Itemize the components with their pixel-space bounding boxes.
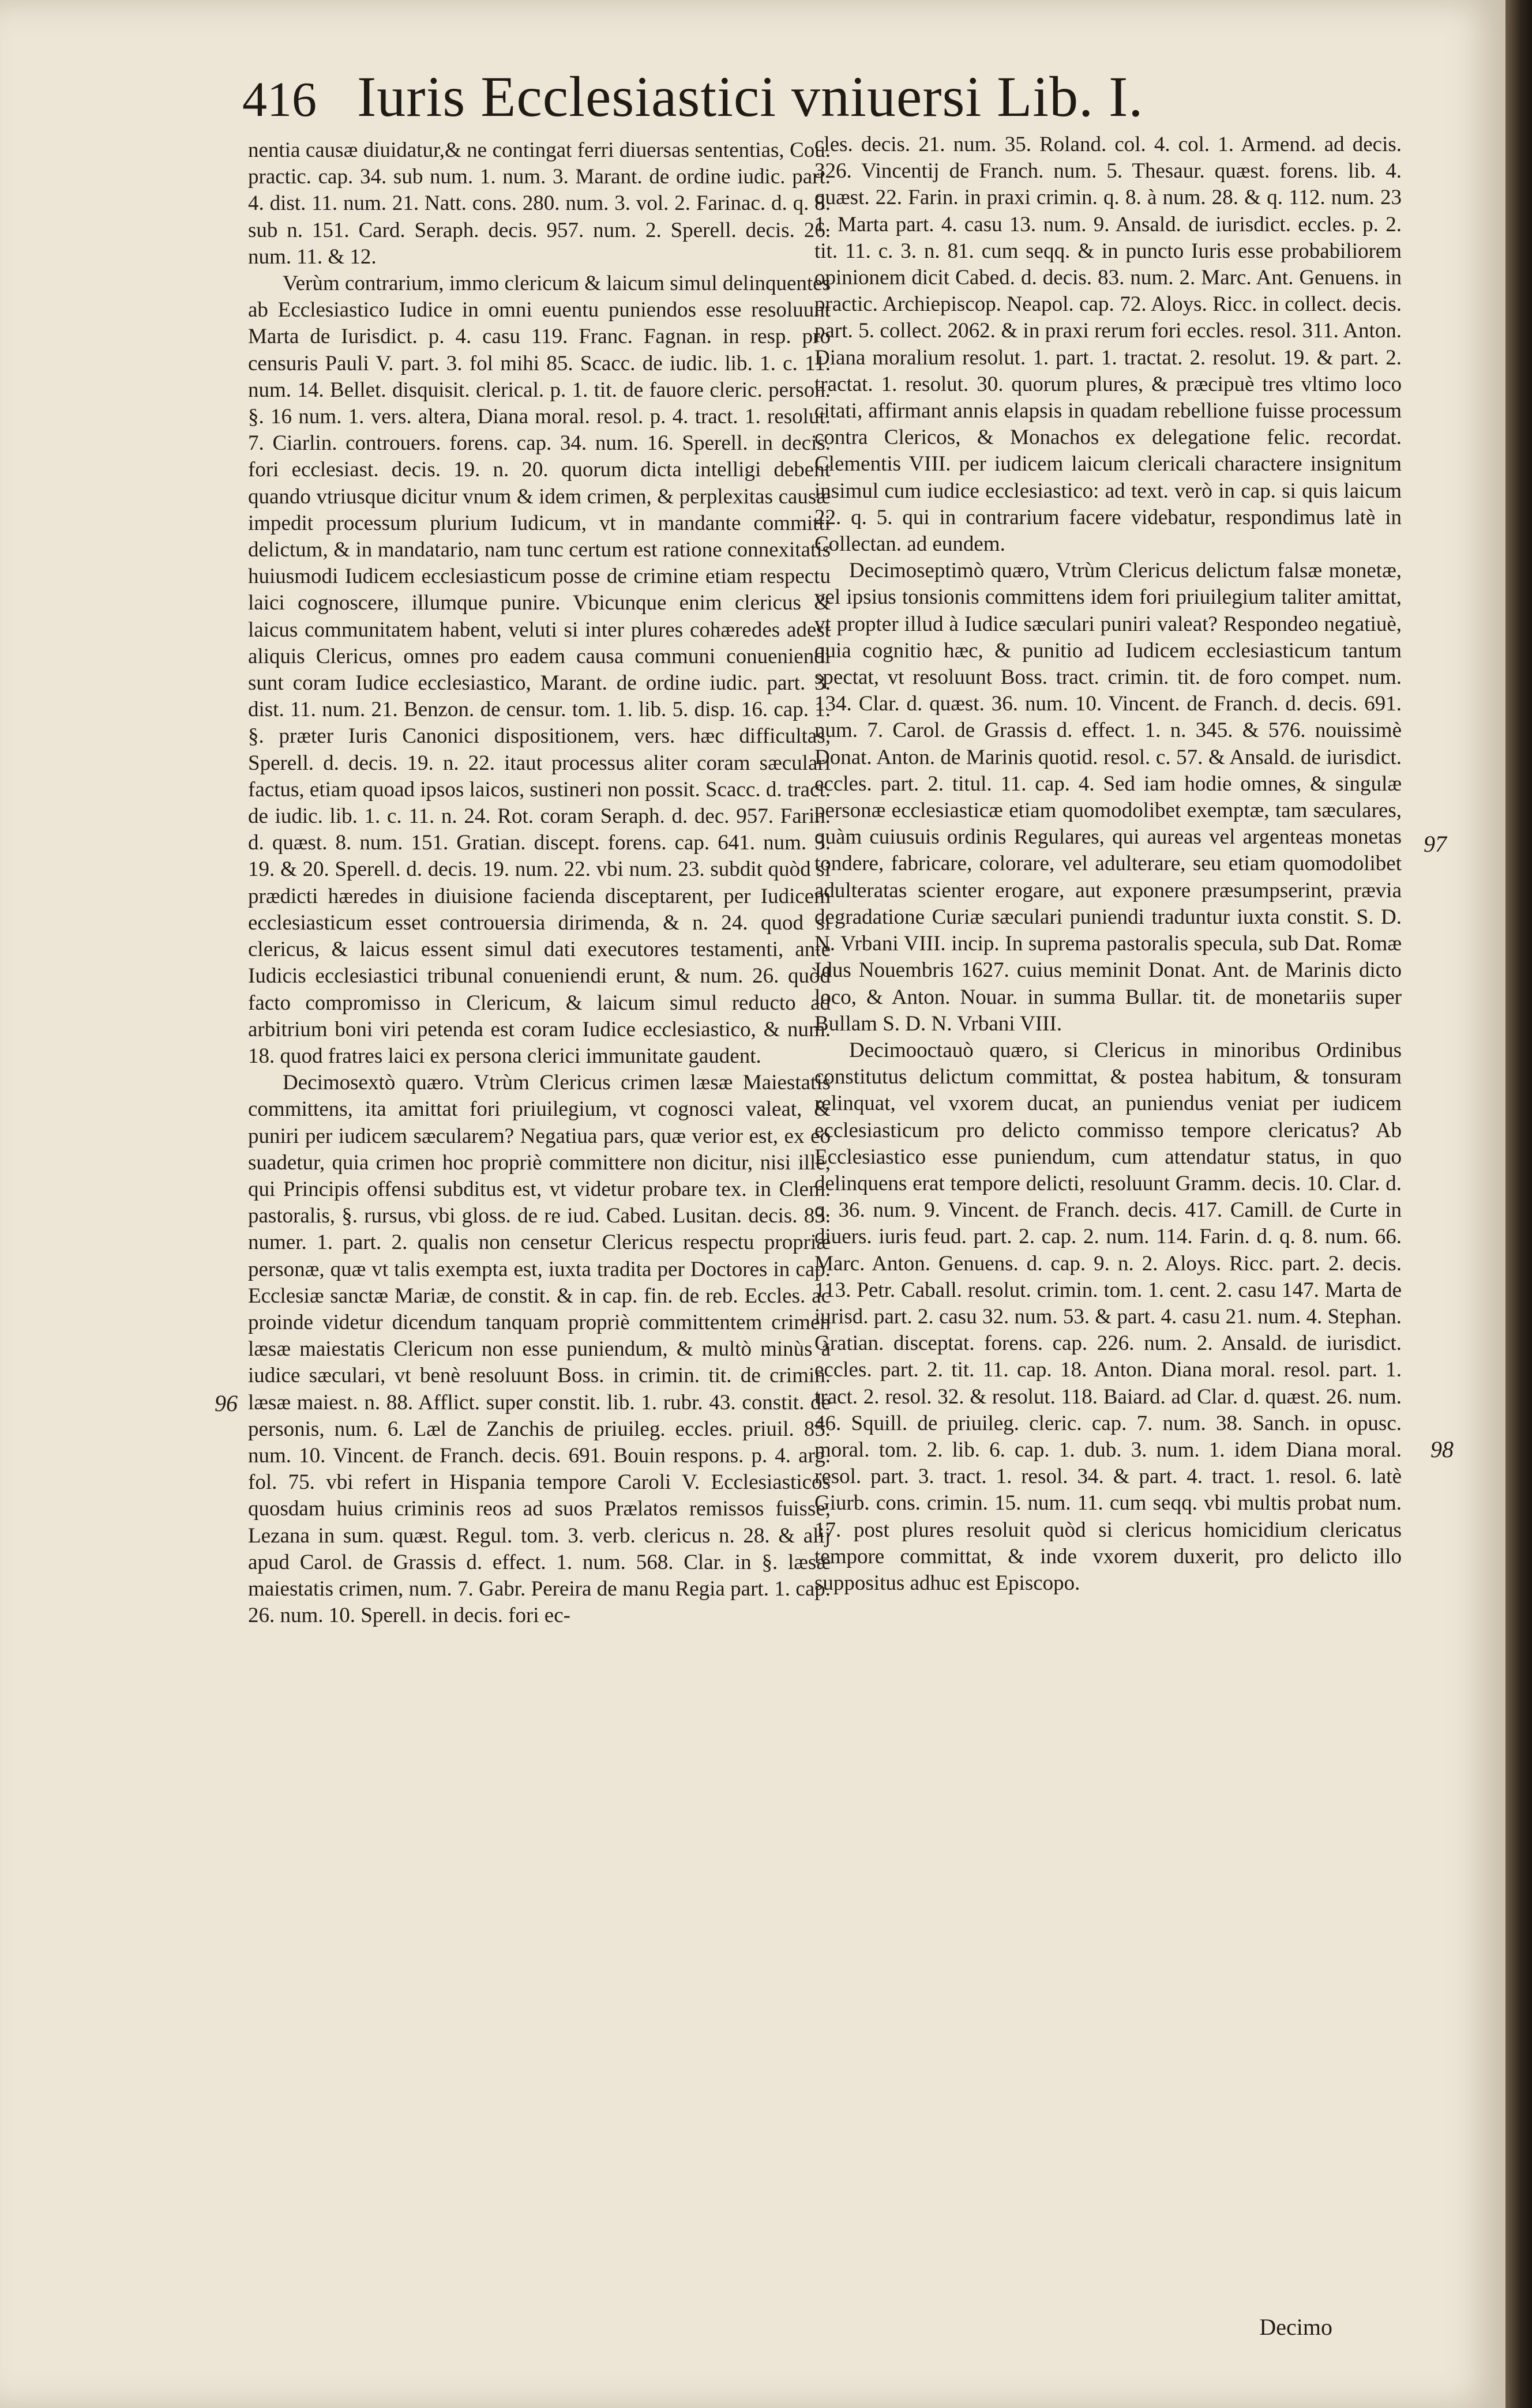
margin-number-98: 98 xyxy=(1430,1436,1454,1462)
left-paragraph-2: Verùm contrarium, immo clericum & laicum simul delinquentes ab Ecclesiastico Iudice in omni euentu puniendos esse resoluunt Marta de Iurisdict. p. 4. casu 119. Franc. Fagnan. in resp. pro censuris Pauli V. part. 3. fol mihi 85. Scacc. de iudic. lib. 1. c. 11. num. 14. Bellet. disquisit. clerical. p. 1. tit. de fauore cleric. person. §. 16 num. 1. vers. altera, Diana moral. resol. p. 4. tract. 1. resolut. 7. Ciarlin. controuers. forens. cap. 34. num. 16. Sperell. in decis. fori ecclesiast. decis. 19. n. 20. quorum dicta intelligi debent quando vtriusque dicitur vnum & idem crimen, & perplexitas causæ impedit processum plurium Iudicum, vt in mandante committi delictum, & in mandatario, nam tunc certum est ratione connexitatis huiusmodi Iudicem ecclesiasticum posse de crimine etiam respectu laici cognoscere, illumque punire. Vbicunque enim clericus & laicus communitatem habent, veluti si inter plures cohæredes adest aliquis Clericus, omnes pro eadem causa communi conueniendi sunt coram Iudice ecclesiastico, Marant. de ordine iudic. part. 3. dist. 11. num. 21. Benzon. de censur. tom. 1. lib. 5. disp. 16. cap. 1. §. præter Iuris Canonici dispositionem, vers. hæc difficultas, Sperell. d. decis. 19. n. 22. itaut processus aliter coram sæculari factus, etiam quoad ipsos laicos, sustineri non possit. Scacc. d. tract. de iudic. lib. 1. c. 11. n. 24. Rot. coram Seraph. d. dec. 957. Farin. d. quæst. 8. num. 151. Gratian. discept. forens. cap. 641. num. 3. 19. & 20. Sperell. d. decis. 19. num. 22. vbi num. 23. subdit quòd si prædicti hæredes in diuisione facienda disceptarent, per Iudicem ecclesiasticum esset controuersia dirimenda, & n. 24. quod si clericus, & laicus essent simul dati executores testamenti, ante Iudicis ecclesiastici tribunal conueniendi erunt, & num. 26. quòd facto compromisso in Clericum, & laicum simul reducto ad arbitrium boni viri petenda est coram Iudice ecclesiastico, & num. 18. quod fratres laici ex persona clerici immunitate gaudent. xyxy=(248,272,831,1068)
page-number: 416 xyxy=(242,72,317,127)
margin-number-97: 97 xyxy=(1424,831,1447,857)
left-paragraph-1: nentia causæ diuidatur,& ne contingat ferri diuersas sententias, Cou. practic. cap. 34. sub num. 1. num. 3. Marant. de ordine iudic. part. 4. dist. 11. num. 21. Natt. cons. 280. num. 3. vol. 2. Farinac. d. q. 8. sub n. 151. Card. Seraph. decis. 957. num. 2. Sperell. decis. 26. num. 11. & 12. xyxy=(248,138,831,269)
left-paragraph-3: Decimosextò quæro. Vtrùm Clericus crimen læsæ Maiestatis committens, ita amittat fori priuilegium, vt cognosci valeat, & puniri per iudicem sæcularem? Negatiua pars, quæ verior est, ex eo suadetur, quia crimen hoc propriè committere non dicitur, nisi ille, qui Principis offensi subditus est, vt videtur probare tex. in Clem. pastoralis, §. rursus, vbi gloss. de re iud. Cabed. Lusitan. decis. 83. numer. 1. part. 2. qualis non censetur Clericus respectu propriæ personæ, quæ vt talis exempta est, iuxta tradita per Doctores in cap. Ecclesiæ sanctæ Mariæ, de constit. & in cap. fin. de reb. Eccles. ac proinde videtur dicendum tanquam propriè committentem crimen læsæ maiestatis Clericum non esse puniendum, & multò minùs à iudice sæculari, vt benè resoluunt Boss. in crimin. tit. de crimin. læsæ maiest. n. 88. Afflict. super constit. lib. 1. rubr. 43. constit. de personis, num. 6. Læl de Zanchis de priuileg. eccles. priuil. 85. num. 10. Vincent. de Franch. decis. 691. Bouin respons. p. 4. arg. fol. 75. vbi refert in Hispania tempore Caroli V. Ecclesiasticos quosdam huius criminis reos ad suos Prælatos remissos fuisse, Lezana in sum. quæst. Regul. tom. 3. verb. clericus n. 28. & alij apud Carol. de Grassis d. effect. 1. num. 568. Clar. in §. læsæ maiestatis crimen, num. 7. Gabr. Pereira de manu Regia part. 1. cap. 26. num. 10. Sperell. in decis. fori ec- xyxy=(248,1071,831,1628)
right-column xyxy=(814,131,1402,1597)
margin-number-96: 96 xyxy=(215,1390,238,1416)
running-head: Iuris Ecclesiastici vniuersi Lib. I. xyxy=(357,65,1144,129)
right-paragraph-1: cles. decis. 21. num. 35. Roland. col. 4. col. 1. Armend. ad decis. 326. Vincentij de Franch. num. 5. Thesaur. quæst. forens. lib. 4. quæst. 22. Farin. in praxi crimin. q. 8. à num. 28. & q. 112. num. 23 1. Marta part. 4. casu 13. num. 9. Ansald. de iurisdict. eccles. p. 2. tit. 11. c. 3. n. 81. cum seqq. & in puncto Iuris esse probabiliorem opinionem dicit Cabed. d. decis. 83. num. 2. Marc. Ant. Genuens. in practic. Archiepiscop. Neapol. cap. 72. Aloys. Ricc. in collect. decis. part. 5. collect. 2062. & in praxi rerum fori eccles. resol. 311. Anton. Diana moralium resolut. 1. part. 1. tractat. 2. resolut. 19. & part. 2. tractat. 1. resolut. 30. quorum plures, & præcipuè tres vltimo loco citati, affirmant annis elapsis in quadam rebellione fuisse processum contra Clericos, & Monachos ex delegatione felic. recordat. Clementis VIII. per iudicem laicum clericali charactere insignitum insimul cum iudice ecclesiastico: ad text. verò in cap. si quis laicum 22. q. 5. qui in contrarium facere videbatur, respondimus latè in Collectan. ad eundem. xyxy=(814,133,1402,556)
right-paragraph-2: Decimoseptimò quæro, Vtrùm Clericus delictum falsæ monetæ, vel ipsius tonsionis committens idem fori priuilegium taliter amittat, vt propter illud à Iudice sæculari puniri valeat? Respondeo negatiuè, quia cognitio hæc, & punitio ad Iudicem ecclesiasticum tantum spectat, vt resoluunt Boss. tract. crimin. tit. de foro compet. num. 134. Clar. d. quæst. 36. num. 10. Vincent. de Franch. d. decis. 691. num. 7. Carol. de Grassis d. effect. 1. n. 345. & 576. nouissimè Donat. Anton. de Marinis quotid. resol. c. 57. & Ansald. de iurisdict. eccles. part. 2. titul. 11. cap. 4. Sed iam hodie omnes, & singulæ personæ ecclesiasticæ etiam quomodolibet exemptæ, tam sæculares, quàm cuiusuis ordinis Regulares, qui aureas vel argenteas monetas tondere, fabricare, colorare, vel adulterare, seu etiam quomodolibet adulteratas scienter erogare, aut exponere præsumpserint, prævia degradatione Curiæ sæculari puniendi traduntur iuxta constit. S. D. N. Vrbani VIII. incip. In suprema pastoralis specula, sub Dat. Romæ Idus Nouembris 1627. cuius meminit Donat. Ant. de Marinis dicto loco, & Anton. Nouar. in summa Bullar. tit. de monetariis super Bullam S. D. N. Vrbani VIII. xyxy=(814,559,1402,1036)
catchword: Decimo xyxy=(1259,2314,1332,2340)
left-column xyxy=(248,137,831,1629)
page-header xyxy=(242,63,1338,133)
book-spine xyxy=(1505,0,1532,2408)
right-paragraph-3: Decimooctauò quæro, si Clericus in minoribus Ordinibus constitutus delictum committat, & postea habitum, & tonsuram relinquat, vel vxorem ducat, an puniendus veniat per iudicem ecclesiasticum pro delicto commisso tempore clericatus? Ab Ecclesiastico esse puniendum, cum attendatur status, in quo delinquens erat tempore delicti, resoluunt Gramm. decis. 10. Clar. d. q. 36. num. 9. Vincent. de Franch. decis. 417. Camill. de Curte in diuers. iuris feud. part. 2. cap. 2. num. 114. Farin. d. q. 8. num. 66. Marc. Anton. Genuens. d. cap. 9. n. 2. Aloys. Ricc. part. 2. decis. 113. Petr. Caball. resolut. crimin. tom. 1. cent. 2. casu 147. Marta de iurisd. part. 2. casu 32. num. 53. & part. 4. casu 21. num. 4. Stephan. Gratian. disceptat. forens. cap. 226. num. 2. Ansald. de iurisdict. eccles. part. 2. tit. 11. cap. 18. Anton. Diana moral. resol. part. 1. tract. 2. resol. 32. & resolut. 118. Baiard. ad Clar. d. quæst. 26. num. 46. Squill. de priuileg. cleric. cap. 7. num. 38. Sanch. in opusc. moral. tom. 2. lib. 6. cap. 1. dub. 3. num. 1. idem Diana moral. resol. part. 3. tract. 1. resol. 34. & part. 4. tract. 1. resol. 6. latè Giurb. cons. crimin. 15. num. 11. cum seqq. vbi multis probat num. 17. post plures resoluit quòd si clericus homicidium clericatus tempore committat, & inde vxorem duxerit, pro delicto illo suppositus adhuc est Episcopo. xyxy=(814,1038,1402,1595)
